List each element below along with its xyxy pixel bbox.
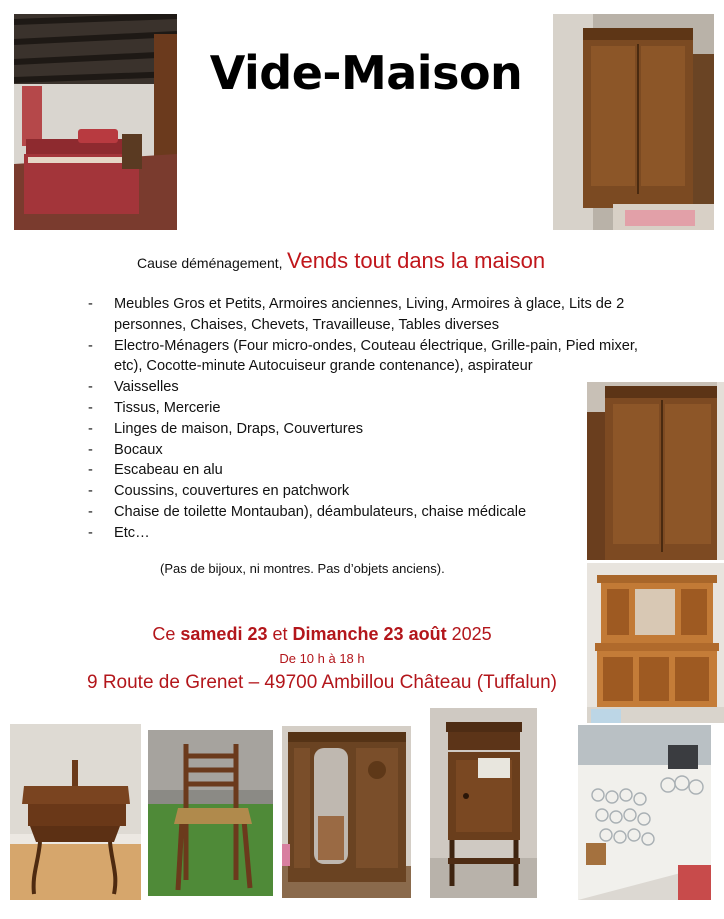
sewing-box-photo [10,724,141,900]
intro-prefix: Cause déménagement, [137,255,283,271]
list-bullet: - [88,483,93,500]
list-item-text: Meubles Gros et Petits, Armoires anciennes, Living, Armoires à glace, Lits de 2 personnes, Chaises, Chevets, Travailleuse, Tables diverses [114,296,625,333]
list-item-text: Tissus, Mercerie [114,399,221,416]
list-bullet: - [88,399,93,416]
date-sunday: Dimanche 23 août [292,624,447,644]
list-item-text: Coussins, couvertures en patchwork [114,483,350,500]
list-item-text: Electro-Ménagers (Four micro-ondes, Couteau électrique, Grille-pain, Pied mixer, etc), Cocotte-minute Autocuiseur grande contenance), aspirateur [114,337,638,375]
list-item [88,502,668,523]
list-item [88,523,668,544]
list-bullet: - [88,462,93,479]
nightstand-photo [430,708,537,898]
event-dates [0,624,644,645]
glassware-photo [578,725,711,900]
date-saturday: samedi 23 [180,624,268,644]
list-item [88,460,668,481]
list-item [88,419,668,440]
list-bullet: - [88,379,93,396]
dates-et: et [272,624,288,644]
list-item [88,440,668,461]
list-bullet: - [88,441,93,458]
list-item-text: Chaise de toilette Montauban), déambulateurs, chaise médicale [114,503,527,520]
list-bullet: - [88,524,93,541]
event-address: 9 Route de Grenet – 49700 Ambillou Château (Tuffalun) [86,672,558,693]
list-item-text: Bocaux [114,441,163,458]
list-item [88,336,668,378]
list-item-text: Vaisselles [114,379,179,396]
list-item-text: Escabeau en alu [114,462,223,479]
wardrobe-photo-top [553,14,714,230]
list-item [88,398,668,419]
list-bullet: - [88,420,93,437]
list-bullet: - [88,337,93,354]
items-list [88,294,668,544]
list-bullet: - [88,503,93,520]
dates-year: 2025 [451,624,492,644]
intro-line [137,248,545,274]
intro-headline: Vends tout dans la maison [287,248,546,273]
page-title: Vide-Maison [209,46,523,100]
list-item-text: Etc… [114,524,150,541]
event-hours: De 10 h à 18 h [279,651,365,666]
list-item [88,481,668,502]
list-item-text: Linges de maison, Draps, Couvertures [114,420,364,437]
exclusion-note: (Pas de bijoux, ni montres. Pas d’objets anciens). [160,561,445,576]
list-item [88,294,668,336]
bedroom-photo [14,14,177,230]
list-item [88,377,668,398]
chair-photo [148,730,273,896]
mirror-wardrobe-photo [282,726,411,898]
dates-ce: Ce [152,624,176,644]
list-bullet: - [88,296,93,312]
